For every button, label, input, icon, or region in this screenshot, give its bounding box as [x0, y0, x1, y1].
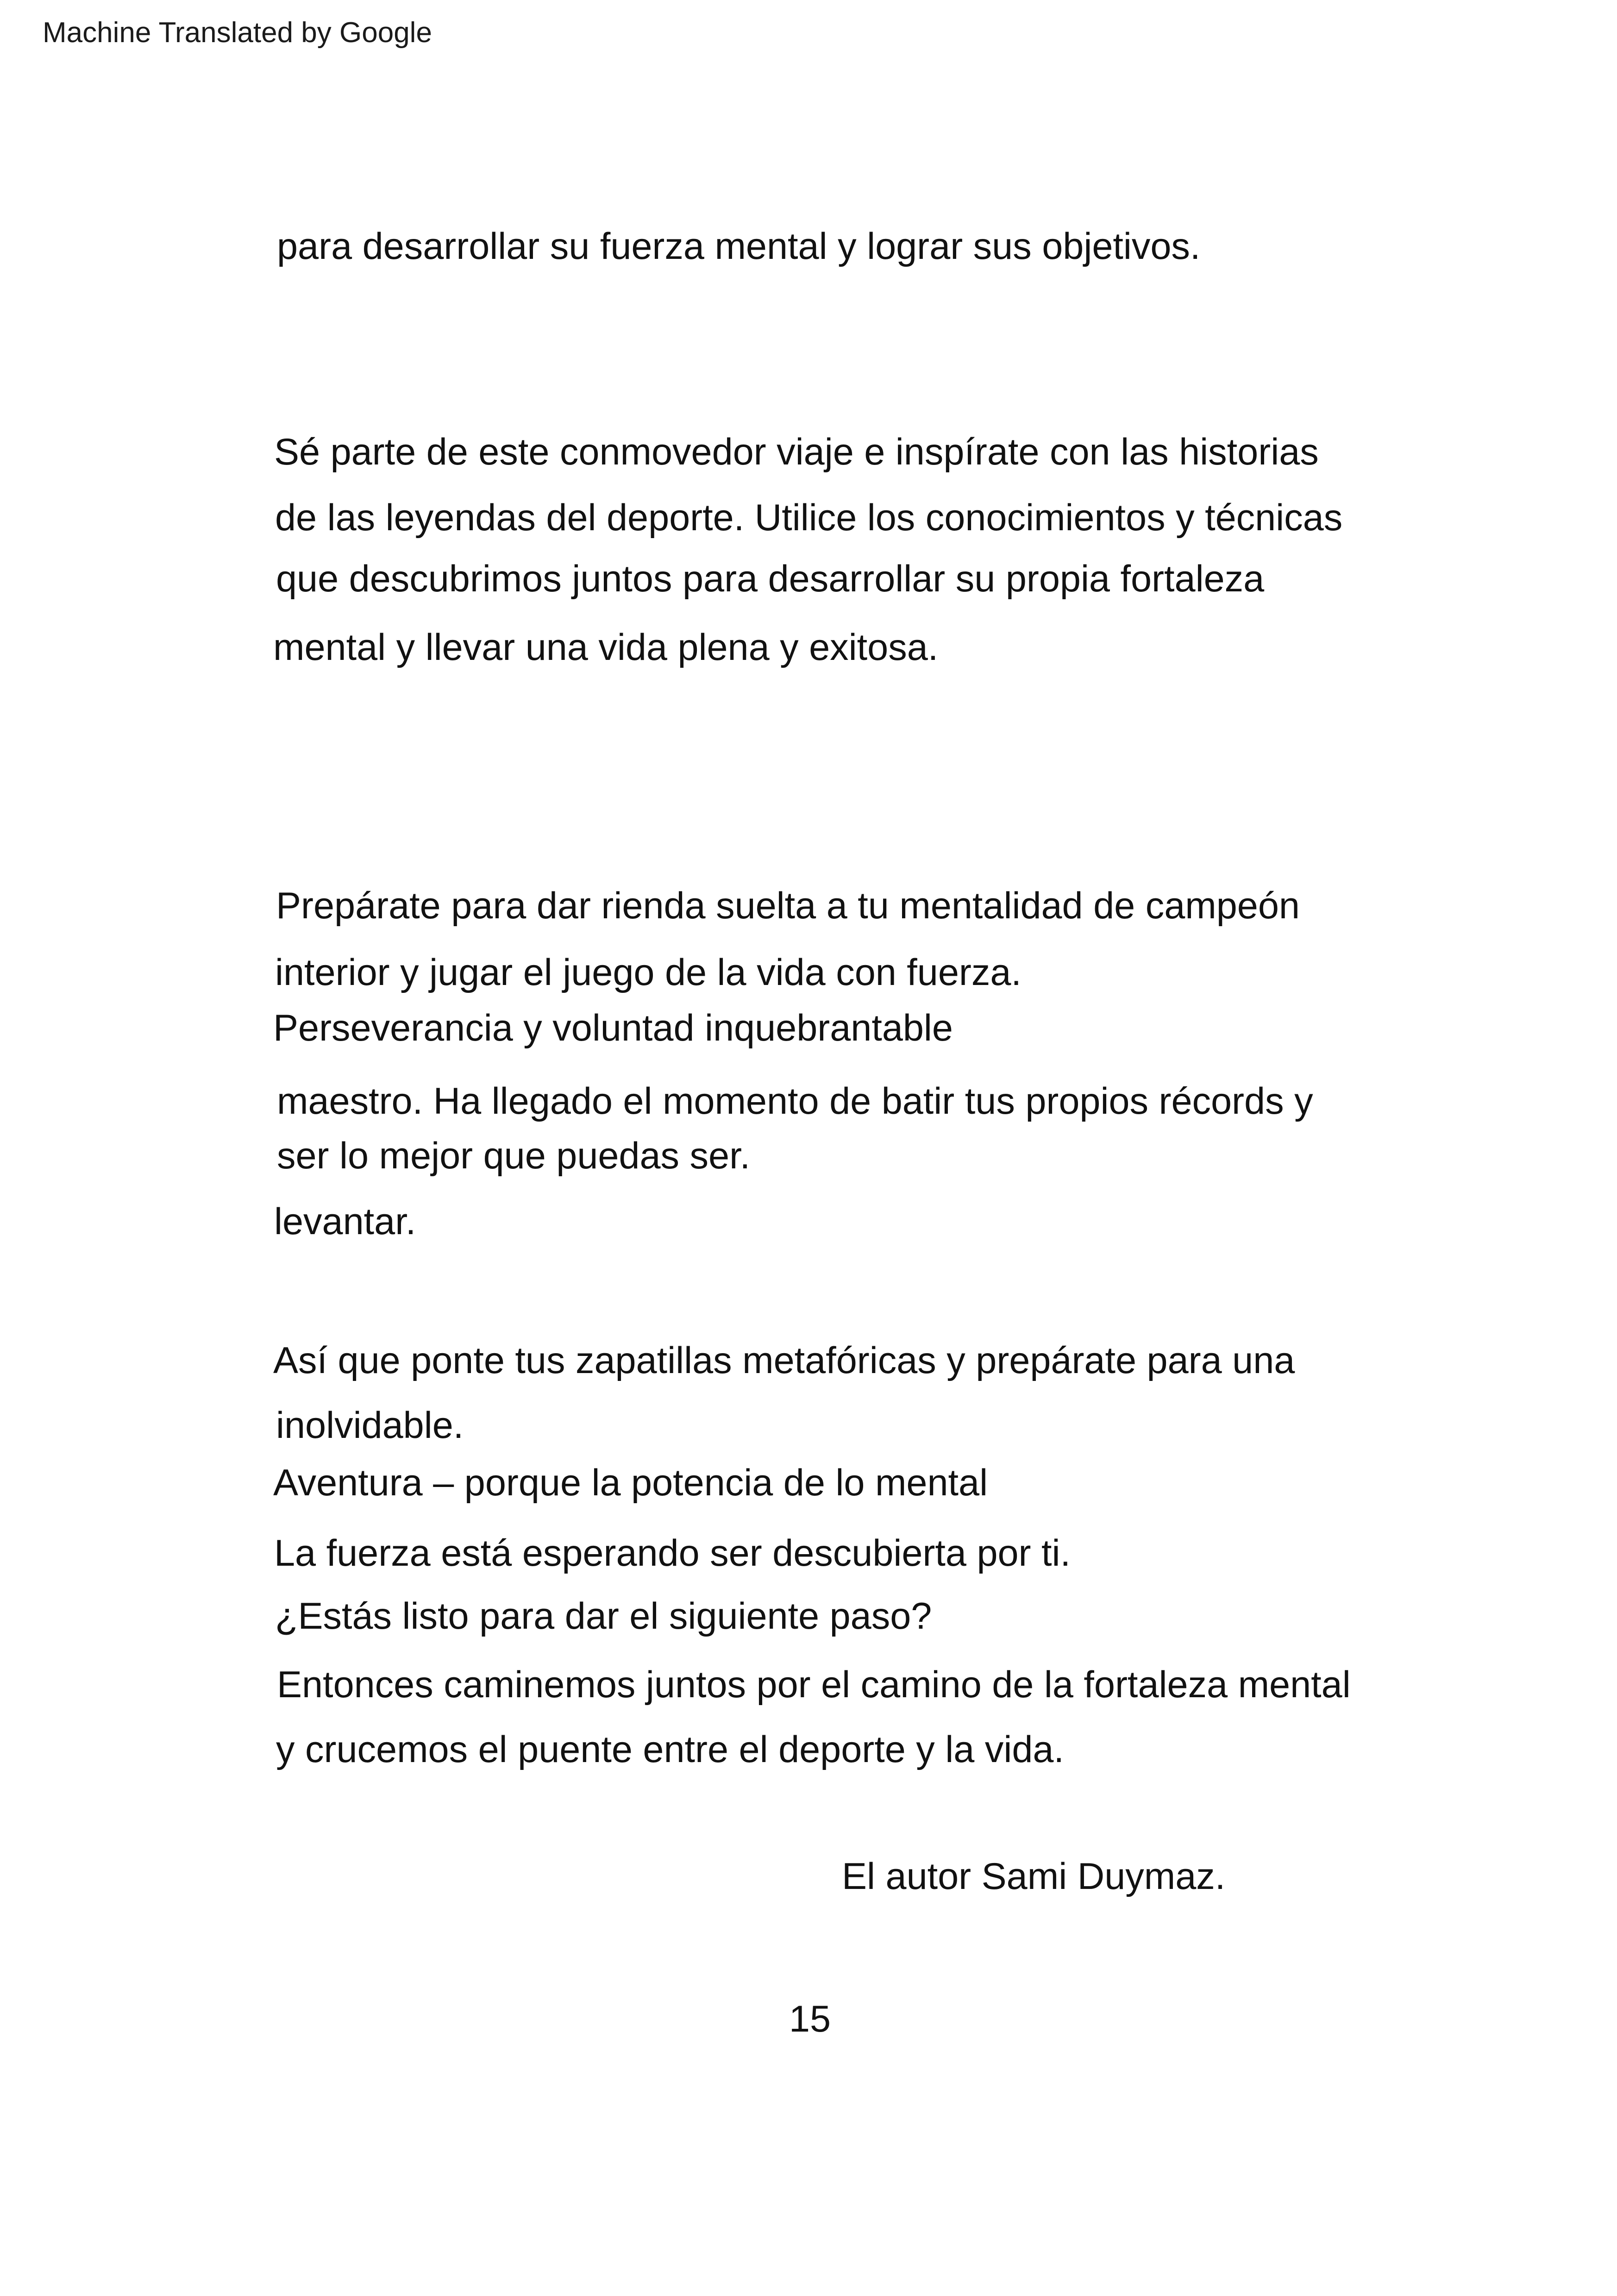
- text-line: maestro. Ha llegado el momento de batir tus propios récords y: [277, 1080, 1313, 1122]
- page-number: 15: [789, 1998, 831, 2040]
- text-line: Sé parte de este conmovedor viaje e inspírate con las historias: [274, 431, 1319, 473]
- text-line: La fuerza está esperando ser descubierta por ti.: [274, 1532, 1071, 1574]
- text-line: Perseverancia y voluntad inquebrantable: [273, 1007, 953, 1049]
- text-line: interior y jugar el juego de la vida con fuerza.: [275, 952, 1022, 993]
- text-line: mental y llevar una vida plena y exitosa.: [273, 627, 939, 668]
- text-line: ¿Estás listo para dar el siguiente paso?: [275, 1595, 932, 1637]
- text-line: levantar.: [274, 1201, 416, 1242]
- text-line: de las leyendas del deporte. Utilice los conocimientos y técnicas: [275, 497, 1343, 539]
- text-line: inolvidable.: [276, 1405, 464, 1446]
- author-signature: El autor Sami Duymaz.: [842, 1856, 1226, 1897]
- text-line: y crucemos el puente entre el deporte y la vida.: [276, 1729, 1064, 1770]
- text-line: Aventura – porque la potencia de lo mental: [273, 1462, 988, 1504]
- text-line: que descubrimos juntos para desarrollar su propia fortaleza: [276, 558, 1265, 600]
- text-line: ser lo mejor que puedas ser.: [277, 1135, 751, 1177]
- text-line: Prepárate para dar rienda suelta a tu mentalidad de campeón: [276, 885, 1300, 927]
- text-line: Así que ponte tus zapatillas metafóricas y prepárate para una: [273, 1340, 1295, 1381]
- machine-translation-banner: Machine Translated by Google: [43, 17, 432, 49]
- text-line: Entonces caminemos juntos por el camino de la fortaleza mental: [277, 1664, 1351, 1706]
- text-line: para desarrollar su fuerza mental y lograr sus objetivos.: [277, 226, 1201, 267]
